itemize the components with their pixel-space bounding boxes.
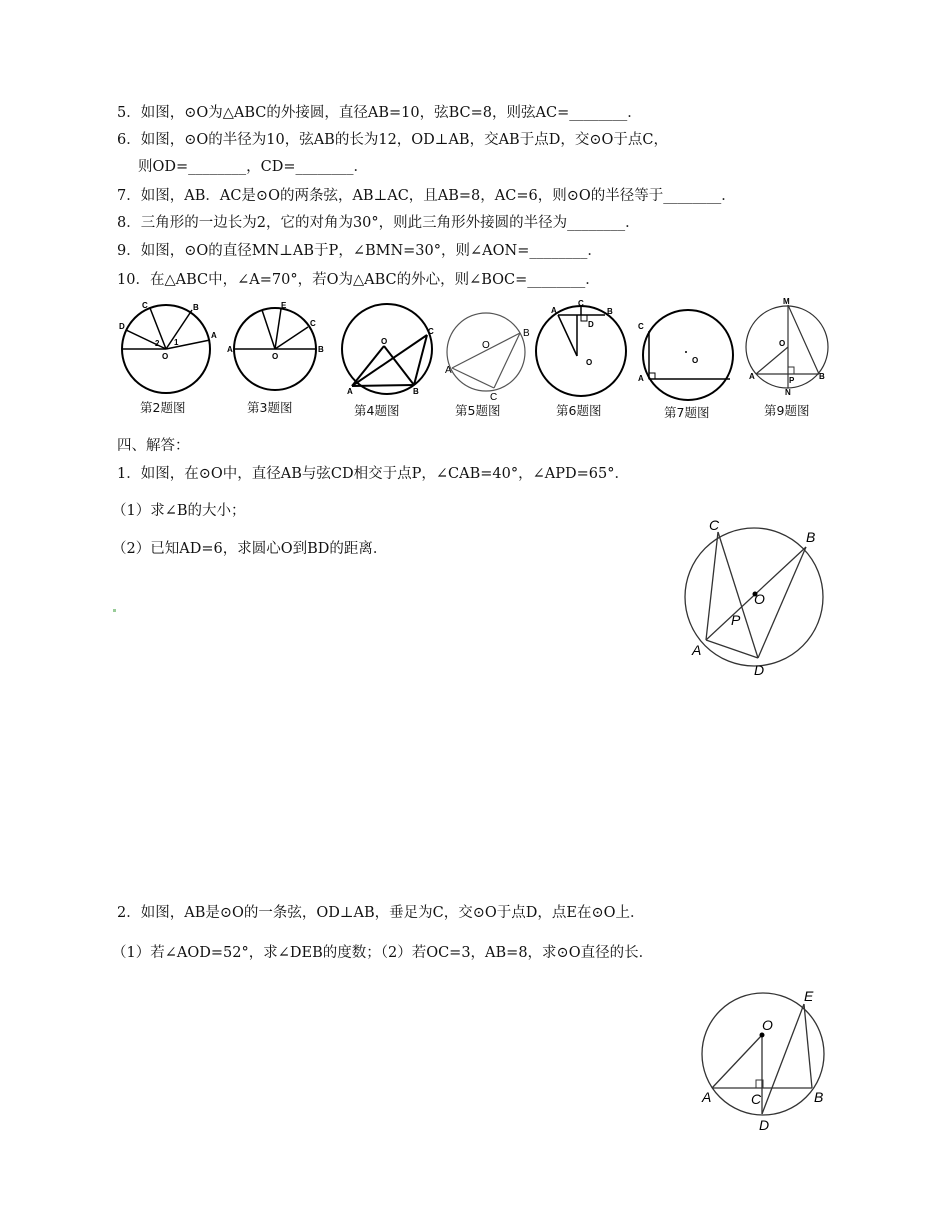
figure-3-diagram xyxy=(228,300,328,400)
f6-label-b: B xyxy=(607,307,613,316)
question-10: 10．在△ABC中，∠A=70°，若O为△ABC的外心，则∠BOC=________． xyxy=(117,272,600,288)
f5-label-b: B xyxy=(523,328,530,339)
figure-7-diagram xyxy=(634,303,739,403)
f3-label-c: C xyxy=(310,319,316,328)
figure-9-caption: 第9题图 xyxy=(764,403,810,418)
question-7: 7．如图，AB．AC是⊙O的两条弦，AB⊥AC，且AB=8，AC=6，则⊙O的半径等于________． xyxy=(117,188,736,204)
f6-label-o: O xyxy=(586,358,593,367)
question-8: 8．三角形的一边长为2，它的对角为30°，则此三角形外接圆的半径为________． xyxy=(117,215,640,231)
f3-label-o: O xyxy=(272,352,279,361)
section-heading: 四、解答： xyxy=(117,438,190,454)
f6-label-d: D xyxy=(588,320,594,329)
f4-label-a: A xyxy=(347,387,353,396)
problem-2-diagram xyxy=(700,990,840,1140)
question-6-line1: 6．如图，⊙O的半径为10，弦AB的长为12，OD⊥AB，交AB于点D，交⊙O于点C， xyxy=(117,132,668,148)
figure-4-caption: 第4题图 xyxy=(354,403,400,418)
figure-9-diagram xyxy=(746,298,836,398)
f2-label-b: B xyxy=(193,303,199,312)
f7-label-o: O xyxy=(692,356,699,365)
f5-label-a: A xyxy=(445,365,452,376)
stray-dot xyxy=(113,609,116,612)
f2-label-d: D xyxy=(119,322,125,331)
question-9: 9．如图，⊙O的直径MN⊥AB于P，∠BMN=30°，则∠AON=________． xyxy=(117,243,602,259)
f5-label-c: C xyxy=(490,392,498,403)
f2-label-a: A xyxy=(211,331,217,340)
question-6-line2: 则OD=________，CD=________． xyxy=(138,159,369,175)
problem-1: 1．如图，在⊙O中，直径AB与弦CD相交于点P，∠CAB=40°，∠APD=65°． xyxy=(117,466,629,482)
p1-label-b: B xyxy=(806,529,816,545)
f4-label-o: O xyxy=(381,337,388,346)
f4-label-c: C xyxy=(428,327,434,336)
problem-1-part-1: （1）求∠B的大小； xyxy=(112,503,246,519)
figure-5-diagram xyxy=(444,310,534,403)
f4-label-b: B xyxy=(413,387,419,396)
f9-label-o: O xyxy=(779,339,786,348)
figure-7-caption: 第7题图 xyxy=(664,405,710,420)
p2-label-d: D xyxy=(759,1117,770,1133)
problem-2-parts: （1）若∠AOD=52°，求∠DEB的度数；（2）若OC=3，AB=8，求⊙O直径的长． xyxy=(112,945,654,961)
p2-label-c: C xyxy=(751,1091,762,1107)
f6-label-a: A xyxy=(551,306,557,315)
problem-1-part-2: （2）已知AD=6，求圆心O到BD的距离． xyxy=(112,541,388,557)
f7-label-c: C xyxy=(638,322,644,331)
figure-2-diagram xyxy=(118,300,218,400)
f6-label-c: C xyxy=(578,299,584,308)
figure-3-caption: 第3题图 xyxy=(247,400,293,415)
f2-label-2: 2 xyxy=(155,339,160,348)
p2-label-o: O xyxy=(762,1017,773,1033)
figure-2-caption: 第2题图 xyxy=(140,400,186,415)
figure-6-diagram xyxy=(533,300,633,400)
figure-4-diagram xyxy=(336,302,441,402)
f3-label-b: B xyxy=(318,345,324,354)
p1-label-c: C xyxy=(709,517,720,533)
f9-label-m: M xyxy=(783,297,790,306)
f9-label-a: A xyxy=(749,372,755,381)
problem-2: 2．如图，AB是⊙O的一条弦，OD⊥AB，垂足为C，交⊙O于点D，点E在⊙O上． xyxy=(117,905,645,921)
f2-label-1: 1 xyxy=(174,338,179,347)
f2-label-o: O xyxy=(162,352,169,361)
f9-label-b: B xyxy=(819,372,825,381)
p2-label-a: A xyxy=(702,1089,712,1105)
f2-label-c: C xyxy=(142,301,148,310)
p1-label-o: O xyxy=(754,591,765,607)
question-5: 5．如图，⊙O为△ABC的外接圆，直径AB=10，弦BC=8，则弦AC=________． xyxy=(117,105,642,121)
p1-label-d: D xyxy=(754,662,765,678)
figure-5-caption: 第5题图 xyxy=(455,403,501,418)
p2-label-b: B xyxy=(814,1089,824,1105)
figure-6-caption: 第6题图 xyxy=(556,403,602,418)
p1-label-p: P xyxy=(731,612,741,628)
f5-label-o: O xyxy=(482,340,490,351)
f9-label-n: N xyxy=(785,388,791,397)
p1-label-a: A xyxy=(692,642,702,658)
f3-label-e: E xyxy=(281,301,287,310)
p2-label-e: E xyxy=(804,988,814,1004)
f7-label-a: A xyxy=(638,374,644,383)
f3-label-a: A xyxy=(227,345,233,354)
problem-1-diagram xyxy=(680,515,830,680)
f9-label-p: P xyxy=(789,376,795,385)
